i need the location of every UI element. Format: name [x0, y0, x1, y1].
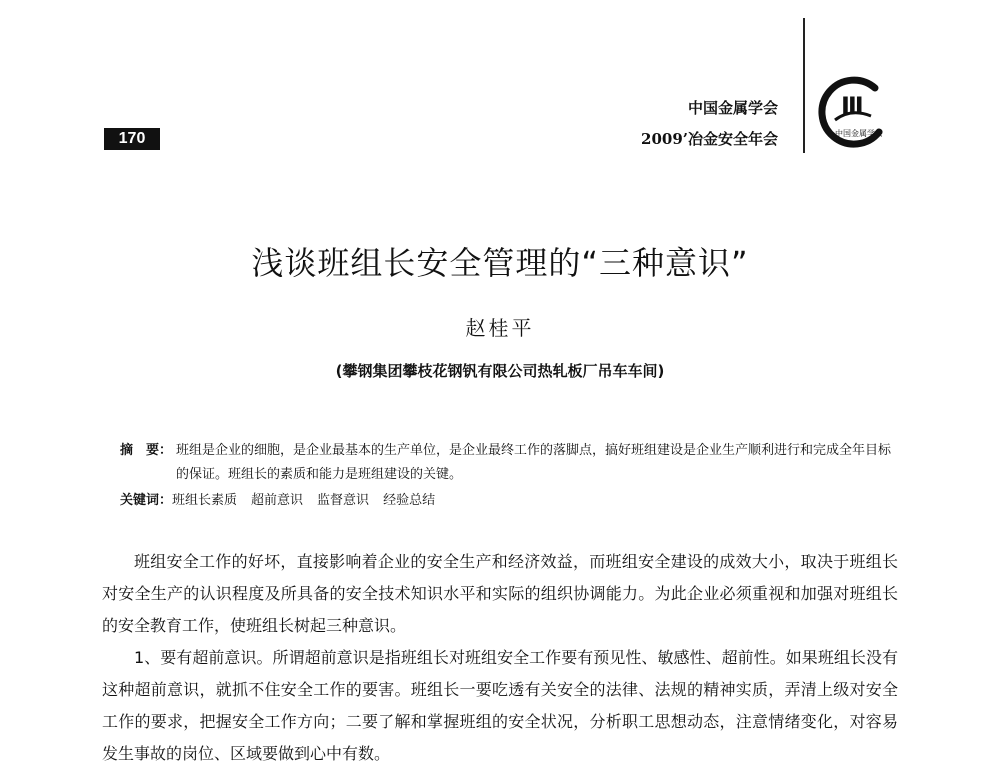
abstract-section	[120, 439, 900, 513]
body-paragraph: 1、要有超前意识。所谓超前意识是指班组长对班组安全工作要有预见性、敏感性、超前性。如果班组长没有这种超前意识，就抓不住安全工作的要害。班组长一要吃透有关安全的法律、法规的精神实质，弄清上级对安全工作的要求，把握安全工作方向；二要了解和掌握班组的安全状况，分析职工思想动态，注意情绪变化，对容易发生事故的岗位、区域要做到心中有数。	[102, 648, 898, 763]
keyword: 经验总结	[383, 493, 436, 508]
abstract	[120, 439, 900, 487]
keyword: 班组长素质	[172, 493, 238, 508]
svg-text:Ⅲ: Ⅲ	[841, 92, 864, 120]
article-body	[102, 546, 898, 770]
running-header	[641, 93, 778, 155]
abstract-text: 班组是企业的细胞，是企业最基本的生产单位，是企业最终工作的落脚点，搞好班组建设是企业生产顺利进行和完成全年目标的保证。班组长的素质和能力是班组建设的关键。	[176, 443, 892, 482]
page-number: 170	[104, 128, 160, 150]
author: 赵桂平	[465, 316, 535, 340]
logo-text: 中国金属学会	[835, 129, 883, 138]
society-name: 中国金属学会	[687, 99, 778, 117]
body-paragraph: 班组安全工作的好坏，直接影响着企业的安全生产和经济效益，而班组安全建设的成效大小，取决于班组长对安全生产的认识程度及所具备的安全技术知识水平和实际的组织协调能力。为此企业必须重视和加强对班组长的安全教育工作，使班组长树起三种意识。	[102, 552, 898, 635]
keyword: 超前意识	[251, 493, 304, 508]
society-logo	[813, 74, 891, 152]
keywords-label: 关键词：	[120, 493, 173, 508]
conference-name: 2009’冶金安全年会	[641, 130, 778, 148]
article-title: 浅谈班组长安全管理的“三种意识”	[251, 244, 749, 282]
keywords	[120, 489, 900, 513]
affiliation: (攀钢集团攀枝花钢钒有限公司热轧板厂吊车车间)	[335, 362, 665, 380]
keyword: 监督意识	[317, 493, 370, 508]
abstract-label: 摘 要：	[120, 443, 173, 458]
header-divider	[803, 18, 805, 153]
